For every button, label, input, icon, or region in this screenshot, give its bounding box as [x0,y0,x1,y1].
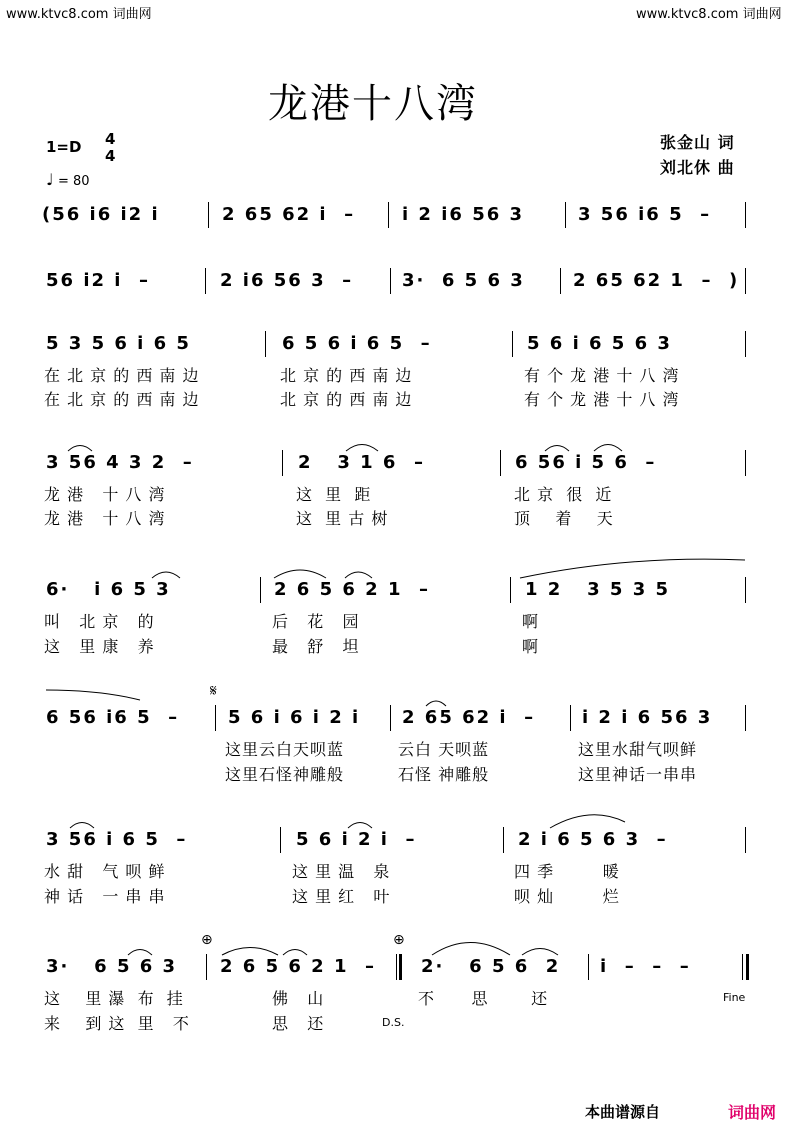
line4-lyric1-a: 龙 港 十 八 湾 [44,485,166,504]
line1-measure3: i 2 i6 56 3 [402,204,525,225]
line7-measure3: 2 i 6 5 6 3 – [518,829,668,850]
watermark-left: www.ktvc8.com 词曲网 [6,7,152,22]
coda-icon: ⊕ [393,932,405,948]
line1-measure2: 2 65 62 i – [222,204,356,225]
line4-measure2: 2 3 1 6 – [298,452,425,473]
line3-lyric2-a: 在 北 京 的 西 南 边 [44,390,200,409]
slur [152,572,180,578]
slur [68,446,92,452]
slur [283,950,307,956]
line2-measure2: 2 i6 56 3 – [220,270,354,291]
time-signature-bottom: 4 [105,147,116,165]
line4-lyric1-b: 这 里 距 [296,485,372,504]
slur [594,445,622,452]
line7-lyric2-b: 这 里 红 叶 [292,887,391,906]
line7-measure1: 3 56 i 6 5 – [46,829,188,850]
line7-lyric2-a: 神 话 一 串 串 [44,887,166,906]
slur [345,572,372,578]
line6-measure2: 5 6 i 6 i 2 i [228,707,361,728]
slur [348,823,372,829]
page-title: 龙港十八湾 [268,81,478,127]
line6-lyric2-c: 石怪 神雕般 [398,765,490,784]
line5-lyric1-b: 后 花 园 [272,612,360,631]
line6-measure1: 6 56 i6 5 – [46,707,180,728]
line3-measure2: 6 5 6 i 6 5 – [282,333,432,354]
line3-measure1: 5 3 5 6 i 6 5 [46,333,191,354]
line5-measure2: 2 6 5 6 2 1 – [274,579,431,600]
line5-lyric1-c: 啊 [522,612,540,631]
line7-lyric2-c: 呗 灿 烂 [514,887,620,906]
line4-measure3: 6 56 i 5 6 – [515,452,657,473]
slur [128,950,152,956]
quarter-note-icon: ♩ [46,170,54,189]
line5-lyric2-b: 最 舒 坦 [272,637,360,656]
tempo-marking: = 80 [58,174,90,189]
line5-measure1: 6· i 6 5 3 [46,579,171,600]
line8-measure1: 3· 6 5 6 3 [46,956,178,977]
line6-lyric2-d: 这里神话一串串 [578,765,698,784]
slur [70,823,94,829]
line1-measure1: (56 i6 i2 i [42,204,160,225]
line3-measure3: 5 6 i 6 5 6 3 [527,333,672,354]
slur [222,948,278,956]
line8-measure2: 2 6 5 6 2 1 – [220,956,377,977]
line3-lyric2-b: 北 京 的 西 南 边 [280,390,413,409]
slur [522,949,558,956]
slur [520,559,745,578]
line3-lyric1-b: 北 京 的 西 南 边 [280,366,413,385]
footer-logo[interactable]: 词曲网 [728,1103,777,1122]
line7-lyric1-b: 这 里 温 泉 [292,862,391,881]
slur [426,701,446,706]
line8-lyric1-a: 这 里 瀑 布 挂 [44,989,184,1008]
line3-lyric1-a: 在 北 京 的 西 南 边 [44,366,200,385]
line3-lyric1-c: 有 个 龙 港 十 八 湾 [524,366,680,385]
line6-lyric2-b: 这里石怪神雕般 [225,765,345,784]
key-signature: 1=D [46,138,82,156]
line6-measure3: 2 65 62 i – [402,707,536,728]
footer-source: 本曲谱源自 [585,1103,661,1121]
lyricist-credit: 张金山 词 [660,133,735,152]
slur [545,446,569,452]
line7-lyric1-a: 水 甜 气 呗 鲜 [44,862,166,881]
slur [274,570,326,578]
slur [346,445,378,452]
line4-lyric2-b: 这 里 古 树 [296,509,389,528]
line2-measure4: 2 65 62 1 – ) [573,270,740,291]
composer-credit: 刘北休 曲 [660,158,735,177]
line4-lyric2-a: 龙 港 十 八 湾 [44,509,166,528]
line2-measure3: 3· 6 5 6 3 [402,270,525,291]
line4-lyric1-c: 北 京 很 近 [514,485,613,504]
line8-measure4: i – – – [600,956,691,977]
line7-lyric1-c: 四 季 暖 [514,862,620,881]
ds-marking: D.S. [382,1016,405,1029]
line7-measure2: 5 6 i 2 i – [296,829,417,850]
line1-measure4: 3 56 i6 5 – [578,204,712,225]
line8-lyric1-b: 佛 山 [272,989,325,1008]
line5-lyric1-a: 叫 北 京 的 [44,612,155,631]
line4-measure1: 3 56 4 3 2 – [46,452,194,473]
line6-lyric1-d: 这里水甜气呗鲜 [578,740,698,759]
line2-measure1: 56 i2 i – [46,270,150,291]
line5-measure3: 1 2 3 5 3 5 [525,579,671,600]
slur [550,815,625,828]
line3-lyric2-c: 有 个 龙 港 十 八 湾 [524,390,680,409]
fine-marking: Fine [723,991,746,1004]
line5-lyric2-c: 啊 [522,637,540,656]
slur [46,690,140,700]
watermark-right: www.ktvc8.com 词曲网 [636,7,782,22]
line6-measure4: i 2 i 6 56 3 [582,707,713,728]
line8-lyric2-a: 来 到 这 里 不 [44,1014,190,1033]
coda-icon: ⊕ [201,932,213,948]
line8-lyric2-b: 思 还 [272,1014,325,1033]
line5-lyric2-a: 这 里 康 养 [44,637,155,656]
line4-lyric2-c: 顶 着 天 [514,509,614,528]
segno-icon: 𝄋 [210,681,217,700]
line8-measure3: 2· 6 5 6 2 [421,956,561,977]
time-signature-top: 4 [105,130,116,148]
slur [432,943,510,956]
line6-lyric1-b: 这里云白天呗蓝 [225,740,345,759]
line8-lyric1-c: 不 思 还 [418,989,549,1008]
line6-lyric1-c: 云白 天呗蓝 [398,740,490,759]
